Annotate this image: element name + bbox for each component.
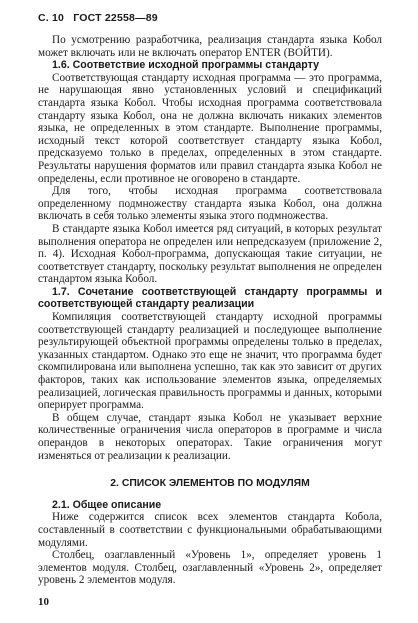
heading-2-1: 2.1. Общее описание — [52, 498, 162, 511]
paragraph: Соответствующая стандарту исходная программа — это программа, не нарушающая явно установленных условий и спецификаций стандарта языка Кобол. Чтобы исходная программа соответствовала стандарту языка Кобол, она не должна включать никаких элементов языка, не определенных в этом стандарте. Выполнение программы, исходный текст которой соответствует стандарту языка Кобол, предсказуемо только в пределах, определенных в этом стандарте. Результаты нарушения форматов или правил стандарта языка Кобол не определены, если противное не оговорено в стандарте. — [38, 71, 382, 185]
body-text — [38, 34, 382, 587]
section-title: 2. СПИСОК ЭЛЕМЕНТОВ ПО МОДУЛЯМ — [110, 478, 310, 490]
heading-1-6: 1.6. Соответствие исходной программы стандарту — [52, 59, 319, 72]
page-label: С. 10 — [38, 12, 65, 24]
paragraph: Компиляция соответствующей стандарту исходной программы соответствующей стандарту реализацией и последующее выполнение результирующей объектной программы определены только в пределах, указанных стандартом. Однако это еще не значит, что программа будет скомпилирована или выполнена успешно, так как это зависит от других факторов, таких как использование элементов языка, определяемых реализацией, логическая правильность программы и данных, которыми оперирует программа. — [38, 311, 382, 412]
paragraph: Столбец, озаглавленный «Уровень 1», определяет уровень 1 элементов модуля. Столбец, озаглавленный «Уровень 2», определяет уровень 2 элементов модуля. — [38, 549, 382, 587]
paragraph: Ниже содержится список всех элементов стандарта Кобола, составленный в соответствии с функциональными обрабатывающими модулями. — [38, 511, 382, 549]
paragraph: По усмотрению разработчика, реализация стандарта языка Кобол может включать или не включать оператор ENTER (ВОЙТИ). — [38, 34, 382, 59]
heading-1-7: 1.7. Сочетание соответствующей стандарту программы и соответствующей стандарту реализации — [38, 285, 382, 311]
paragraph: Для того, чтобы исходная программа соответствовала определенному подмножеству стандарта языка Кобол, она должна включать в себя только элементы языка этого подмножества. — [38, 185, 382, 223]
page-number: 10 — [38, 596, 49, 608]
paragraph: В стандарте языка Кобол имеется ряд ситуаций, в которых результат выполнения оператора не определен или непредсказуем (приложение 2, п. 4). Исходная Кобол-программа, допускающая такие ситуации, не соответствует стандарту, поскольку результат выполнения не определен стандартом языка Кобол. — [38, 222, 382, 286]
standard-id: ГОСТ 22558—89 — [73, 12, 158, 24]
page-header — [38, 12, 164, 24]
paragraph: В общем случае, стандарт языка Кобол не указывает верхние количественные ограничения числа операторов в программе и числа операндов в некоторых операторах. Такие ограничения могут изменяться от реализации к реализации. — [38, 411, 382, 462]
